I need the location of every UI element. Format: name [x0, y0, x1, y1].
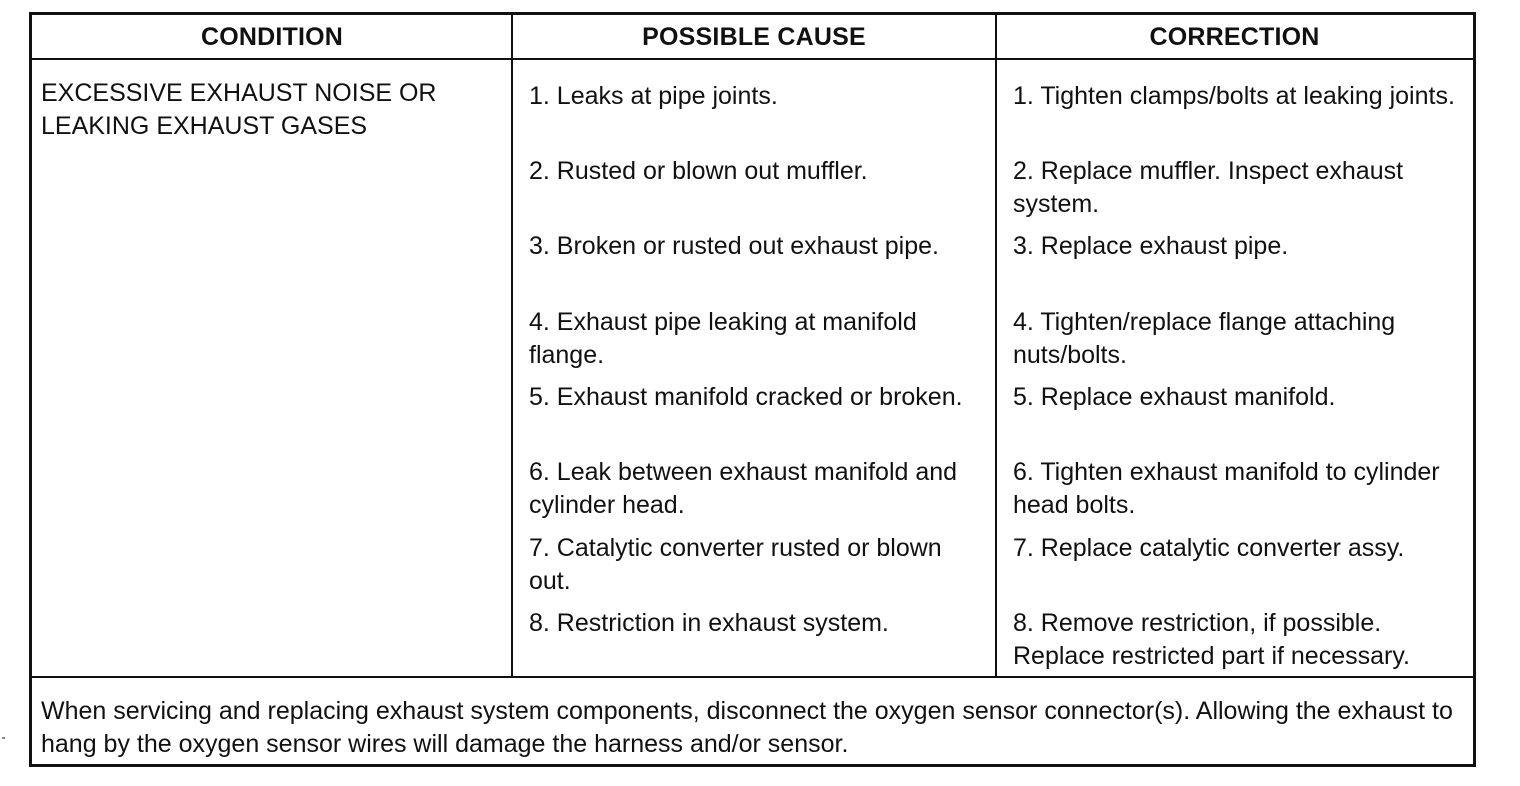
correction-item: 3. Replace exhaust pipe. — [1013, 232, 1289, 260]
correction-item: 6. Tighten exhaust manifold to cylinder head bolts. — [1013, 458, 1440, 519]
cause-item: 2. Rusted or blown out muffler. — [529, 157, 868, 185]
cause-item: 1. Leaks at pipe joints. — [529, 82, 778, 110]
correction-item: 7. Replace catalytic converter assy. — [1013, 534, 1405, 562]
cause-item: 6. Leak between exhaust manifold and cylinder head. — [529, 458, 958, 519]
correction-item: 5. Replace exhaust manifold. — [1013, 383, 1336, 411]
margin-mark — [2, 737, 5, 739]
column-divider — [995, 15, 997, 678]
correction-item: 4. Tighten/replace flange attaching nuts/bolts. — [1013, 308, 1396, 369]
header-condition: CONDITION — [32, 15, 512, 60]
condition-text: EXCESSIVE EXHAUST NOISE OR LEAKING EXHAUST GASES — [41, 79, 437, 140]
cause-item: 3. Broken or rusted out exhaust pipe. — [529, 232, 939, 260]
correction-item: 2. Replace muffler. Inspect exhaust system. — [1013, 157, 1404, 218]
cause-item: 5. Exhaust manifold cracked or broken. — [529, 383, 963, 411]
cause-item: 8. Restriction in exhaust system. — [529, 609, 889, 637]
header-possible-cause: POSSIBLE CAUSE — [512, 15, 996, 60]
header-correction: CORRECTION — [996, 15, 1473, 60]
column-divider — [511, 15, 513, 678]
cause-item: 4. Exhaust pipe leaking at manifold flange. — [529, 308, 917, 369]
service-note: When servicing and replacing exhaust system components, disconnect the oxygen sensor connector(s). Allowing the exhaust to hang by the oxygen sensor wires will damage the harness and/or sensor. — [41, 697, 1453, 758]
correction-item: 1. Tighten clamps/bolts at leaking joints. — [1013, 82, 1455, 110]
diagnosis-table — [29, 12, 1476, 767]
correction-item: 8. Remove restriction, if possible. Replace restricted part if necessary. — [1013, 609, 1410, 670]
note-separator — [32, 676, 1473, 678]
cause-item: 7. Catalytic converter rusted or blown out. — [529, 534, 942, 595]
